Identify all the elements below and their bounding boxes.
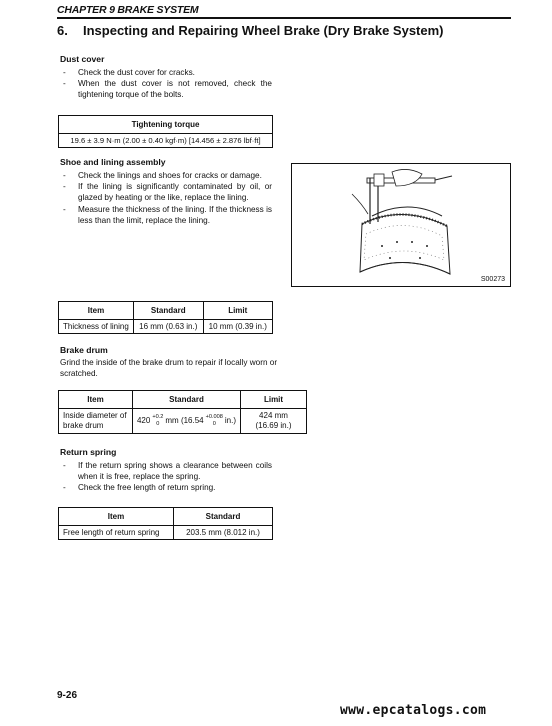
drum-standard-cell <box>132 409 240 434</box>
table-cell: Thickness of lining <box>59 320 134 334</box>
standard-unit: mm (16.54 <box>165 416 204 426</box>
limit-in: (16.69 in.) <box>255 421 292 430</box>
column-header: Standard <box>134 302 204 320</box>
table-cell: Free length of return spring <box>59 526 174 540</box>
section-title: Inspecting and Repairing Wheel Brake (Dry Brake System) <box>83 23 444 38</box>
column-header: Limit <box>241 391 307 409</box>
tolerance <box>152 414 163 428</box>
drum-table <box>58 390 307 434</box>
list-item: - Check the linings and shoes for cracks or damage. <box>60 170 272 181</box>
shoe-lining-heading: Shoe and lining assembly <box>60 157 166 167</box>
lining-table <box>58 301 273 334</box>
limit-mm: 424 mm <box>259 411 288 420</box>
brake-shoe-figure <box>291 163 511 287</box>
section-heading <box>57 23 444 38</box>
dust-cover-heading: Dust cover <box>60 54 105 64</box>
tolerance-upper: +0.008 <box>205 414 223 420</box>
website-watermark[interactable]: www.epcatalogs.com <box>340 703 487 718</box>
column-header: Standard <box>132 391 240 409</box>
page-number: 9-26 <box>57 690 78 701</box>
chapter-title: CHAPTER 9 BRAKE SYSTEM <box>57 4 199 16</box>
torque-header: Tightening torque <box>59 116 273 134</box>
spring-table <box>58 507 273 540</box>
tolerance-lower: 0 <box>156 421 160 427</box>
table-cell: 203.5 mm (8.012 in.) <box>174 526 273 540</box>
caliper-measuring-lining-illustration <box>292 164 510 286</box>
brake-drum-heading: Brake drum <box>60 345 108 355</box>
dust-cover-list <box>60 67 272 101</box>
brake-drum-text: Grind the inside of the brake drum to repair if locally worn or scratched. <box>60 358 278 379</box>
tolerance <box>206 414 223 428</box>
tolerance-lower: 0 <box>212 421 216 427</box>
column-header: Item <box>59 302 134 320</box>
shoe-lining-list <box>60 170 272 226</box>
column-header: Standard <box>174 508 273 526</box>
list-item: - Measure the thickness of the lining. If the thickness is less than the limit, replace the lining. <box>60 204 272 226</box>
section-number: 6. <box>57 23 68 38</box>
standard-base: 420 <box>136 416 151 426</box>
standard-inch-unit: in.) <box>224 416 237 426</box>
chapter-rule <box>57 17 511 19</box>
figure-id: S00273 <box>480 276 505 283</box>
return-spring-list <box>60 460 272 494</box>
table-cell: 10 mm (0.39 in.) <box>203 320 273 334</box>
list-item: - Check the dust cover for cracks. <box>60 67 272 78</box>
drum-limit-cell <box>241 409 307 434</box>
table-cell: 16 mm (0.63 in.) <box>134 320 204 334</box>
list-item: - Check the free length of return spring. <box>60 482 272 493</box>
column-header: Item <box>59 391 133 409</box>
column-header: Item <box>59 508 174 526</box>
torque-table <box>58 115 273 148</box>
list-item: - When the dust cover is not removed, check the tightening torque of the bolts. <box>60 78 272 100</box>
return-spring-heading: Return spring <box>60 447 117 457</box>
list-item: - If the return spring shows a clearance between coils when it is free, replace the spring. <box>60 460 272 482</box>
tolerance-upper: +0.2 <box>152 414 164 420</box>
table-cell: Inside diameter of brake drum <box>59 409 133 434</box>
column-header: Limit <box>203 302 273 320</box>
list-item: - If the lining is significantly contaminated by oil, or glazed by heating or the like, replace the lining. <box>60 181 272 203</box>
torque-value: 19.6 ± 3.9 N·m (2.00 ± 0.40 kgf·m) [14.456 ± 2.876 lbf·ft] <box>59 134 273 148</box>
